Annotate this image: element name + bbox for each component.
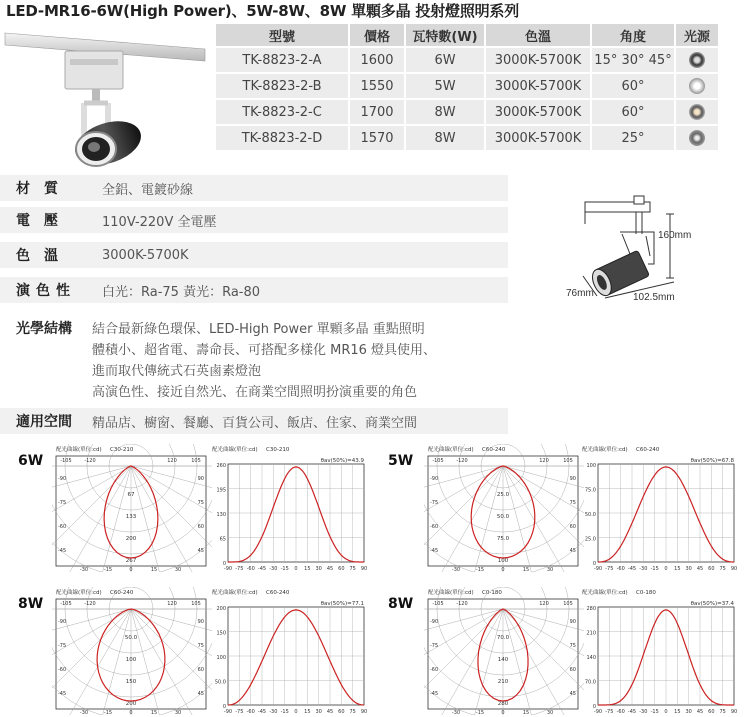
beam-angle-label: θav(50%)=77.1: [320, 601, 364, 607]
ring-label: 100: [497, 558, 509, 564]
angle-tick: -75: [430, 643, 439, 649]
angle-tick: 30: [174, 567, 182, 572]
x-tick: 60: [708, 709, 715, 715]
polar-title: 配光曲線(單位:cd): [428, 590, 474, 596]
watt-label-6w: 6W: [18, 453, 44, 469]
y-tick: 195: [216, 487, 226, 494]
cell-model: TK-8823-2-B: [216, 74, 348, 98]
table-row: [216, 126, 718, 150]
x-tick: 75: [719, 709, 726, 715]
optics-line: 結合最新綠色環保、LED-High Power 單顆多晶 重點照明: [92, 322, 425, 337]
y-tick: 25.0: [584, 536, 596, 543]
angle-tick: 60: [197, 667, 204, 673]
angle-tick: -120: [456, 601, 468, 607]
x-tick: 30: [685, 709, 692, 715]
dim-height: 160mm: [658, 230, 692, 241]
angle-tick: 105: [191, 601, 201, 607]
angle-tick: -30: [79, 567, 89, 572]
cell-temp: 3000K-5700K: [486, 126, 590, 150]
angle-tick: -105: [432, 601, 444, 607]
y-tick: 50.0: [584, 512, 596, 518]
x-tick: -75: [605, 566, 614, 572]
prop-row-color-temp: [0, 242, 508, 268]
x-tick: 60: [338, 709, 345, 715]
angle-tick: 90: [569, 619, 576, 625]
beam-angle-label: θav(50%)=67.8: [690, 458, 734, 464]
x-tick: 15: [674, 709, 681, 715]
beam-angle-label: θav(50%)=43.9: [320, 458, 364, 464]
y-tick: 50.0: [214, 679, 226, 686]
x-tick: 45: [326, 709, 334, 715]
angle-tick: 75: [197, 643, 204, 649]
x-tick: 30: [315, 709, 322, 715]
prop-label: 材質: [16, 181, 72, 197]
angle-tick: -15: [475, 710, 485, 715]
angle-tick: 0: [129, 567, 133, 572]
y-tick: 210: [586, 630, 596, 637]
x-tick: 30: [315, 566, 322, 572]
ring-label: 67: [127, 492, 135, 498]
cell-watt: 6W: [406, 48, 484, 72]
optics-line: 進而取代傳統式石英鹵素燈泡: [92, 364, 262, 379]
col-source: 光源: [676, 24, 718, 46]
angle-tick: 15: [150, 710, 158, 715]
x-tick: -15: [650, 709, 659, 715]
y-tick: 0: [592, 704, 596, 710]
x-tick: 45: [326, 566, 334, 572]
led-bulb-icon: [689, 130, 705, 146]
x-tick: -15: [280, 566, 289, 572]
angle-tick: -60: [430, 667, 439, 673]
prop-row-cri: [0, 277, 508, 303]
x-tick: -45: [257, 709, 267, 715]
angle-tick: -105: [60, 458, 72, 464]
cell-source: [676, 74, 718, 98]
cell-model: TK-8823-2-D: [216, 126, 348, 150]
angle-tick: 120: [539, 458, 549, 464]
ring-label: 70.0: [496, 635, 510, 641]
x-tick: -45: [627, 566, 637, 572]
angle-tick: -45: [430, 691, 439, 697]
cell-watt: 5W: [406, 74, 484, 98]
angle-tick: 90: [197, 619, 204, 625]
x-tick: -90: [593, 566, 603, 572]
ring-label: 25.0: [496, 492, 510, 498]
apply-value: 精品店、櫥窗、餐廳、百貨公司、飯店、住家、商業空間: [92, 415, 418, 431]
x-tick: -30: [269, 566, 278, 572]
product-photo: [0, 21, 208, 167]
polar-distribution-chart: [52, 444, 212, 572]
angle-tick: -105: [60, 601, 72, 607]
angle-tick: 105: [191, 458, 201, 464]
angle-tick: -120: [84, 458, 96, 464]
watt-label-8w-alt: 8W: [388, 596, 414, 612]
x-tick: 90: [730, 566, 738, 572]
x-tick: 90: [730, 709, 738, 715]
optics-line: 體積小、超省電、壽命長、可搭配多樣化 MR16 燈具使用、: [92, 343, 437, 358]
cell-source: [676, 126, 718, 150]
angle-tick: -60: [58, 524, 67, 530]
angle-tick: -15: [475, 567, 485, 572]
cart-title: 配光曲線(單位:cd): [582, 590, 628, 596]
cart-cplane: C60-240: [636, 447, 660, 453]
y-tick: 150: [216, 630, 226, 637]
cell-angle: 15° 30° 45°: [592, 48, 674, 72]
col-price: 價格: [350, 24, 404, 46]
x-tick: -75: [605, 709, 614, 715]
angle-tick: 60: [197, 524, 204, 530]
table-row: [216, 48, 718, 72]
dim-depth: 102.5mm: [633, 292, 675, 303]
y-tick: 0: [592, 561, 596, 567]
x-tick: 75: [349, 566, 356, 572]
col-angle: 角度: [592, 24, 674, 46]
angle-tick: -75: [430, 500, 439, 506]
cell-angle: 60°: [592, 100, 674, 124]
x-tick: -30: [639, 709, 648, 715]
cart-cplane: C60-240: [266, 590, 290, 596]
angle-tick: 15: [522, 710, 530, 715]
angle-tick: -105: [432, 458, 444, 464]
polar-cplane: C0-180: [482, 590, 502, 596]
polar-cplane: C60-240: [110, 590, 134, 596]
y-tick: 100: [586, 463, 596, 469]
x-tick: -60: [246, 566, 255, 572]
polar-title: 配光曲線(單位:cd): [56, 447, 102, 453]
cell-model: TK-8823-2-C: [216, 100, 348, 124]
angle-tick: -30: [451, 710, 461, 715]
angle-tick: -120: [456, 458, 468, 464]
angle-tick: -120: [84, 601, 96, 607]
x-tick: 0: [664, 709, 668, 715]
ring-label: 200: [125, 536, 137, 542]
polar-distribution-chart: [424, 444, 584, 572]
led-bulb-icon: [689, 78, 705, 94]
x-tick: 0: [664, 566, 668, 572]
polar-title: 配光曲線(單位:cd): [56, 590, 102, 596]
angle-tick: 30: [546, 710, 554, 715]
angle-tick: 45: [569, 548, 576, 554]
cart-title: 配光曲線(單位:cd): [212, 447, 258, 453]
angle-tick: -60: [430, 524, 439, 530]
optics-line: 高演色性、接近自然光、在商業空間照明扮演重要的角色: [92, 385, 418, 400]
cell-source: [676, 100, 718, 124]
spec-table: [214, 22, 720, 152]
angle-tick: -60: [58, 667, 67, 673]
angle-tick: 120: [167, 458, 177, 464]
cart-cplane: C0-180: [636, 590, 656, 596]
angle-tick: 0: [501, 567, 505, 572]
x-tick: -30: [269, 709, 278, 715]
x-tick: 15: [674, 566, 681, 572]
cell-price: 1550: [350, 74, 404, 98]
ring-label: 140: [497, 657, 509, 663]
y-tick: 140: [586, 655, 596, 661]
x-tick: -45: [627, 709, 637, 715]
angle-tick: 45: [197, 691, 204, 697]
y-tick: 130: [216, 512, 226, 518]
polar-cplane: C30-210: [110, 447, 134, 453]
x-tick: 45: [696, 709, 704, 715]
x-tick: 0: [294, 566, 298, 572]
optics-label: 光學結構: [16, 321, 72, 337]
dimension-drawing: [550, 182, 750, 312]
x-tick: 60: [708, 566, 715, 572]
cart-title: 配光曲線(單位:cd): [582, 447, 628, 453]
angle-tick: -90: [430, 619, 439, 625]
angle-tick: 90: [569, 476, 576, 482]
angle-tick: 30: [174, 710, 182, 715]
polar-distribution-chart: [424, 587, 584, 715]
x-tick: -90: [223, 566, 233, 572]
cell-price: 1600: [350, 48, 404, 72]
angle-tick: 75: [569, 500, 576, 506]
prop-label: 電壓: [16, 213, 72, 229]
y-tick: 75.0: [584, 487, 596, 494]
angle-tick: -15: [103, 567, 113, 572]
angle-tick: -15: [103, 710, 113, 715]
x-tick: 75: [349, 709, 356, 715]
x-tick: 60: [338, 566, 345, 572]
angle-tick: -75: [58, 500, 67, 506]
cartesian-distribution-chart: [208, 587, 368, 717]
angle-tick: 105: [563, 458, 573, 464]
ring-label: 100: [125, 657, 137, 663]
led-bulb-icon: [689, 104, 705, 120]
cartesian-distribution-chart: [578, 444, 738, 574]
ring-label: 210: [497, 679, 509, 685]
cell-price: 1700: [350, 100, 404, 124]
prop-value: 白光：Ra-75 黃光：Ra-80: [102, 284, 261, 300]
x-tick: 90: [360, 566, 368, 572]
cell-source: [676, 48, 718, 72]
prop-value: 3000K-5700K: [102, 247, 189, 263]
x-tick: -75: [235, 566, 244, 572]
cell-watt: 8W: [406, 100, 484, 124]
polar-cplane: C60-240: [482, 447, 506, 453]
ring-label: 280: [497, 701, 509, 707]
prop-label: 色溫: [16, 248, 72, 264]
x-tick: -45: [257, 566, 267, 572]
angle-tick: 120: [167, 601, 177, 607]
angle-tick: -45: [58, 548, 67, 554]
y-tick: 280: [586, 606, 596, 612]
watt-label-8w: 8W: [18, 596, 44, 612]
ring-label: 200: [125, 701, 137, 707]
table-header-row: [216, 24, 718, 46]
prop-value: 全鋁、電鍍砂線: [102, 182, 194, 198]
y-tick: 200: [216, 606, 226, 612]
x-tick: 90: [360, 709, 368, 715]
ring-label: 133: [125, 514, 137, 520]
cart-cplane: C30-210: [266, 447, 290, 453]
ring-label: 50.0: [124, 635, 138, 641]
angle-tick: -90: [430, 476, 439, 482]
angle-tick: -45: [58, 691, 67, 697]
ring-label: 267: [125, 558, 137, 564]
x-tick: 0: [294, 709, 298, 715]
angle-tick: 0: [129, 710, 133, 715]
prop-label: 演色性: [16, 283, 76, 299]
cell-price: 1570: [350, 126, 404, 150]
col-temp: 色溫: [486, 24, 590, 46]
cell-angle: 60°: [592, 74, 674, 98]
cell-temp: 3000K-5700K: [486, 74, 590, 98]
angle-tick: -30: [79, 710, 89, 715]
ring-label: 150: [125, 679, 137, 685]
angle-tick: -30: [451, 567, 461, 572]
x-tick: -15: [650, 566, 659, 572]
cell-temp: 3000K-5700K: [486, 100, 590, 124]
angle-tick: 0: [501, 710, 505, 715]
cartesian-distribution-chart: [208, 444, 368, 574]
led-bulb-icon: [689, 52, 705, 68]
x-tick: -60: [616, 566, 625, 572]
cartesian-distribution-chart: [578, 587, 738, 717]
angle-tick: 15: [522, 567, 530, 572]
x-tick: 75: [719, 566, 726, 572]
cell-angle: 25°: [592, 126, 674, 150]
y-tick: 0: [222, 704, 226, 710]
cell-watt: 8W: [406, 126, 484, 150]
application-row: [0, 408, 508, 434]
angle-tick: 90: [197, 476, 204, 482]
page-title: LED-MR16-6W(High Power)、5W-8W、8W 單顆多晶 投射燈照明系列: [6, 2, 520, 20]
y-tick: 70.0: [584, 679, 596, 686]
x-tick: -15: [280, 709, 289, 715]
angle-tick: 30: [546, 567, 554, 572]
x-tick: -30: [639, 566, 648, 572]
cart-title: 配光曲線(單位:cd): [212, 590, 258, 596]
cell-temp: 3000K-5700K: [486, 48, 590, 72]
angle-tick: 60: [569, 524, 576, 530]
col-watt: 瓦特數(W): [406, 24, 484, 46]
prop-value: 110V-220V 全電壓: [102, 214, 217, 230]
table-row: [216, 100, 718, 124]
dim-width: 76mm: [566, 288, 594, 299]
ring-label: 50.0: [496, 514, 510, 520]
angle-tick: -75: [58, 643, 67, 649]
angle-tick: 120: [539, 601, 549, 607]
x-tick: 15: [304, 709, 311, 715]
angle-tick: 105: [563, 601, 573, 607]
angle-tick: -90: [58, 619, 67, 625]
watt-label-5w: 5W: [388, 453, 414, 469]
x-tick: 15: [304, 566, 311, 572]
angle-tick: 45: [569, 691, 576, 697]
angle-tick: -90: [58, 476, 67, 482]
angle-tick: 15: [150, 567, 158, 572]
prop-row-voltage: [0, 207, 508, 233]
apply-label: 適用空間: [16, 414, 72, 430]
cell-model: TK-8823-2-A: [216, 48, 348, 72]
y-tick: 0: [222, 561, 226, 567]
angle-tick: 60: [569, 667, 576, 673]
angle-tick: 75: [197, 500, 204, 506]
angle-tick: 75: [569, 643, 576, 649]
x-tick: -60: [616, 709, 625, 715]
y-tick: 260: [216, 463, 226, 469]
angle-tick: 45: [197, 548, 204, 554]
x-tick: -75: [235, 709, 244, 715]
x-tick: -90: [223, 709, 233, 715]
y-tick: 100: [216, 655, 226, 661]
polar-title: 配光曲線(單位:cd): [428, 447, 474, 453]
beam-angle-label: θav(50%)=37.4: [690, 601, 734, 607]
angle-tick: -45: [430, 548, 439, 554]
x-tick: 45: [696, 566, 704, 572]
table-row: [216, 74, 718, 98]
x-tick: -60: [246, 709, 255, 715]
ring-label: 75.0: [496, 536, 510, 542]
x-tick: -90: [593, 709, 603, 715]
y-tick: 65: [219, 536, 226, 543]
col-model: 型號: [216, 24, 348, 46]
polar-distribution-chart: [52, 587, 212, 715]
prop-row-material: [0, 175, 508, 201]
x-tick: 30: [685, 566, 692, 572]
